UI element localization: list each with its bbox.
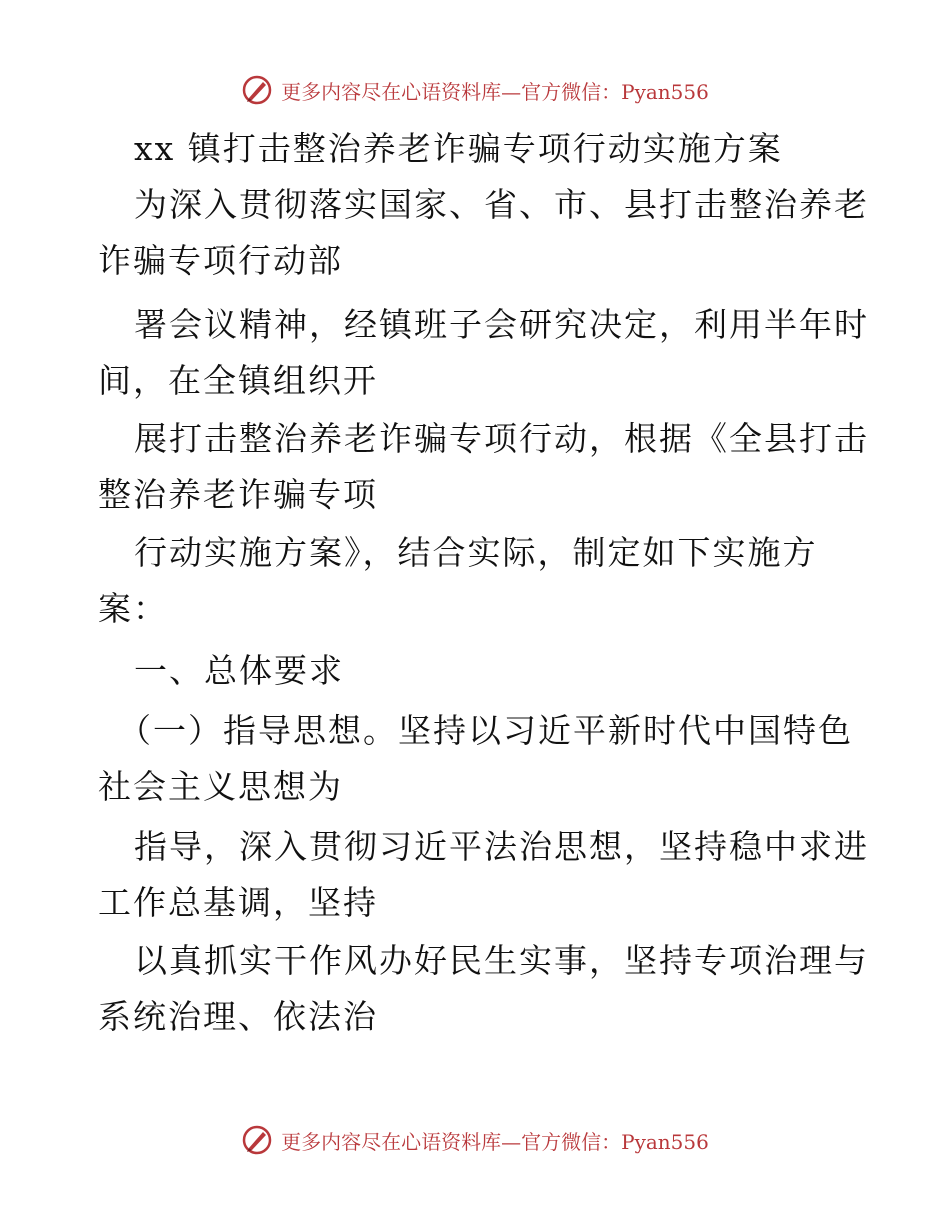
paragraph-line: 指导，深入贯彻习近平法治思想，坚持稳中求进 xyxy=(134,827,869,866)
paragraph-line: 工作总基调，坚持 xyxy=(98,883,378,922)
paragraph-line: 社会主义思想为 xyxy=(98,767,343,806)
paragraph-line: 为深入贯彻落实国家、省、市、县打击整治养老 xyxy=(134,185,869,224)
paragraph-line: 署会议精神，经镇班子会研究决定，利用半年时 xyxy=(134,305,869,344)
pen-logo-icon xyxy=(241,74,273,106)
paragraph-line: 系统治理、依法治 xyxy=(98,997,378,1036)
subsection-heading: （一）指导思想。坚持以习近平新时代中国特色 xyxy=(118,711,853,750)
section-heading: 一、总体要求 xyxy=(134,651,344,690)
watermark-text: 更多内容尽在心语资料库—官方微信：Pyan556 xyxy=(281,79,709,104)
footer-watermark xyxy=(0,1124,950,1156)
paragraph-line: 以真抓实干作风办好民生实事，坚持专项治理与 xyxy=(134,941,869,980)
paragraph-line: 诈骗专项行动部 xyxy=(98,241,343,280)
paragraph-line: 展打击整治养老诈骗专项行动，根据《全县打击 xyxy=(134,419,869,458)
watermark-text: 更多内容尽在心语资料库—官方微信：Pyan556 xyxy=(281,1129,709,1154)
paragraph-line: 行动实施方案》，结合实际，制定如下实施方 xyxy=(134,533,818,572)
paragraph-line: 整治养老诈骗专项 xyxy=(98,475,378,514)
pen-logo-icon xyxy=(241,1124,273,1156)
document-title: xx 镇打击整治养老诈骗专项行动实施方案 xyxy=(134,129,783,168)
header-watermark xyxy=(0,74,950,106)
paragraph-line: 案： xyxy=(98,589,168,628)
paragraph-line: 间，在全镇组织开 xyxy=(98,361,378,400)
